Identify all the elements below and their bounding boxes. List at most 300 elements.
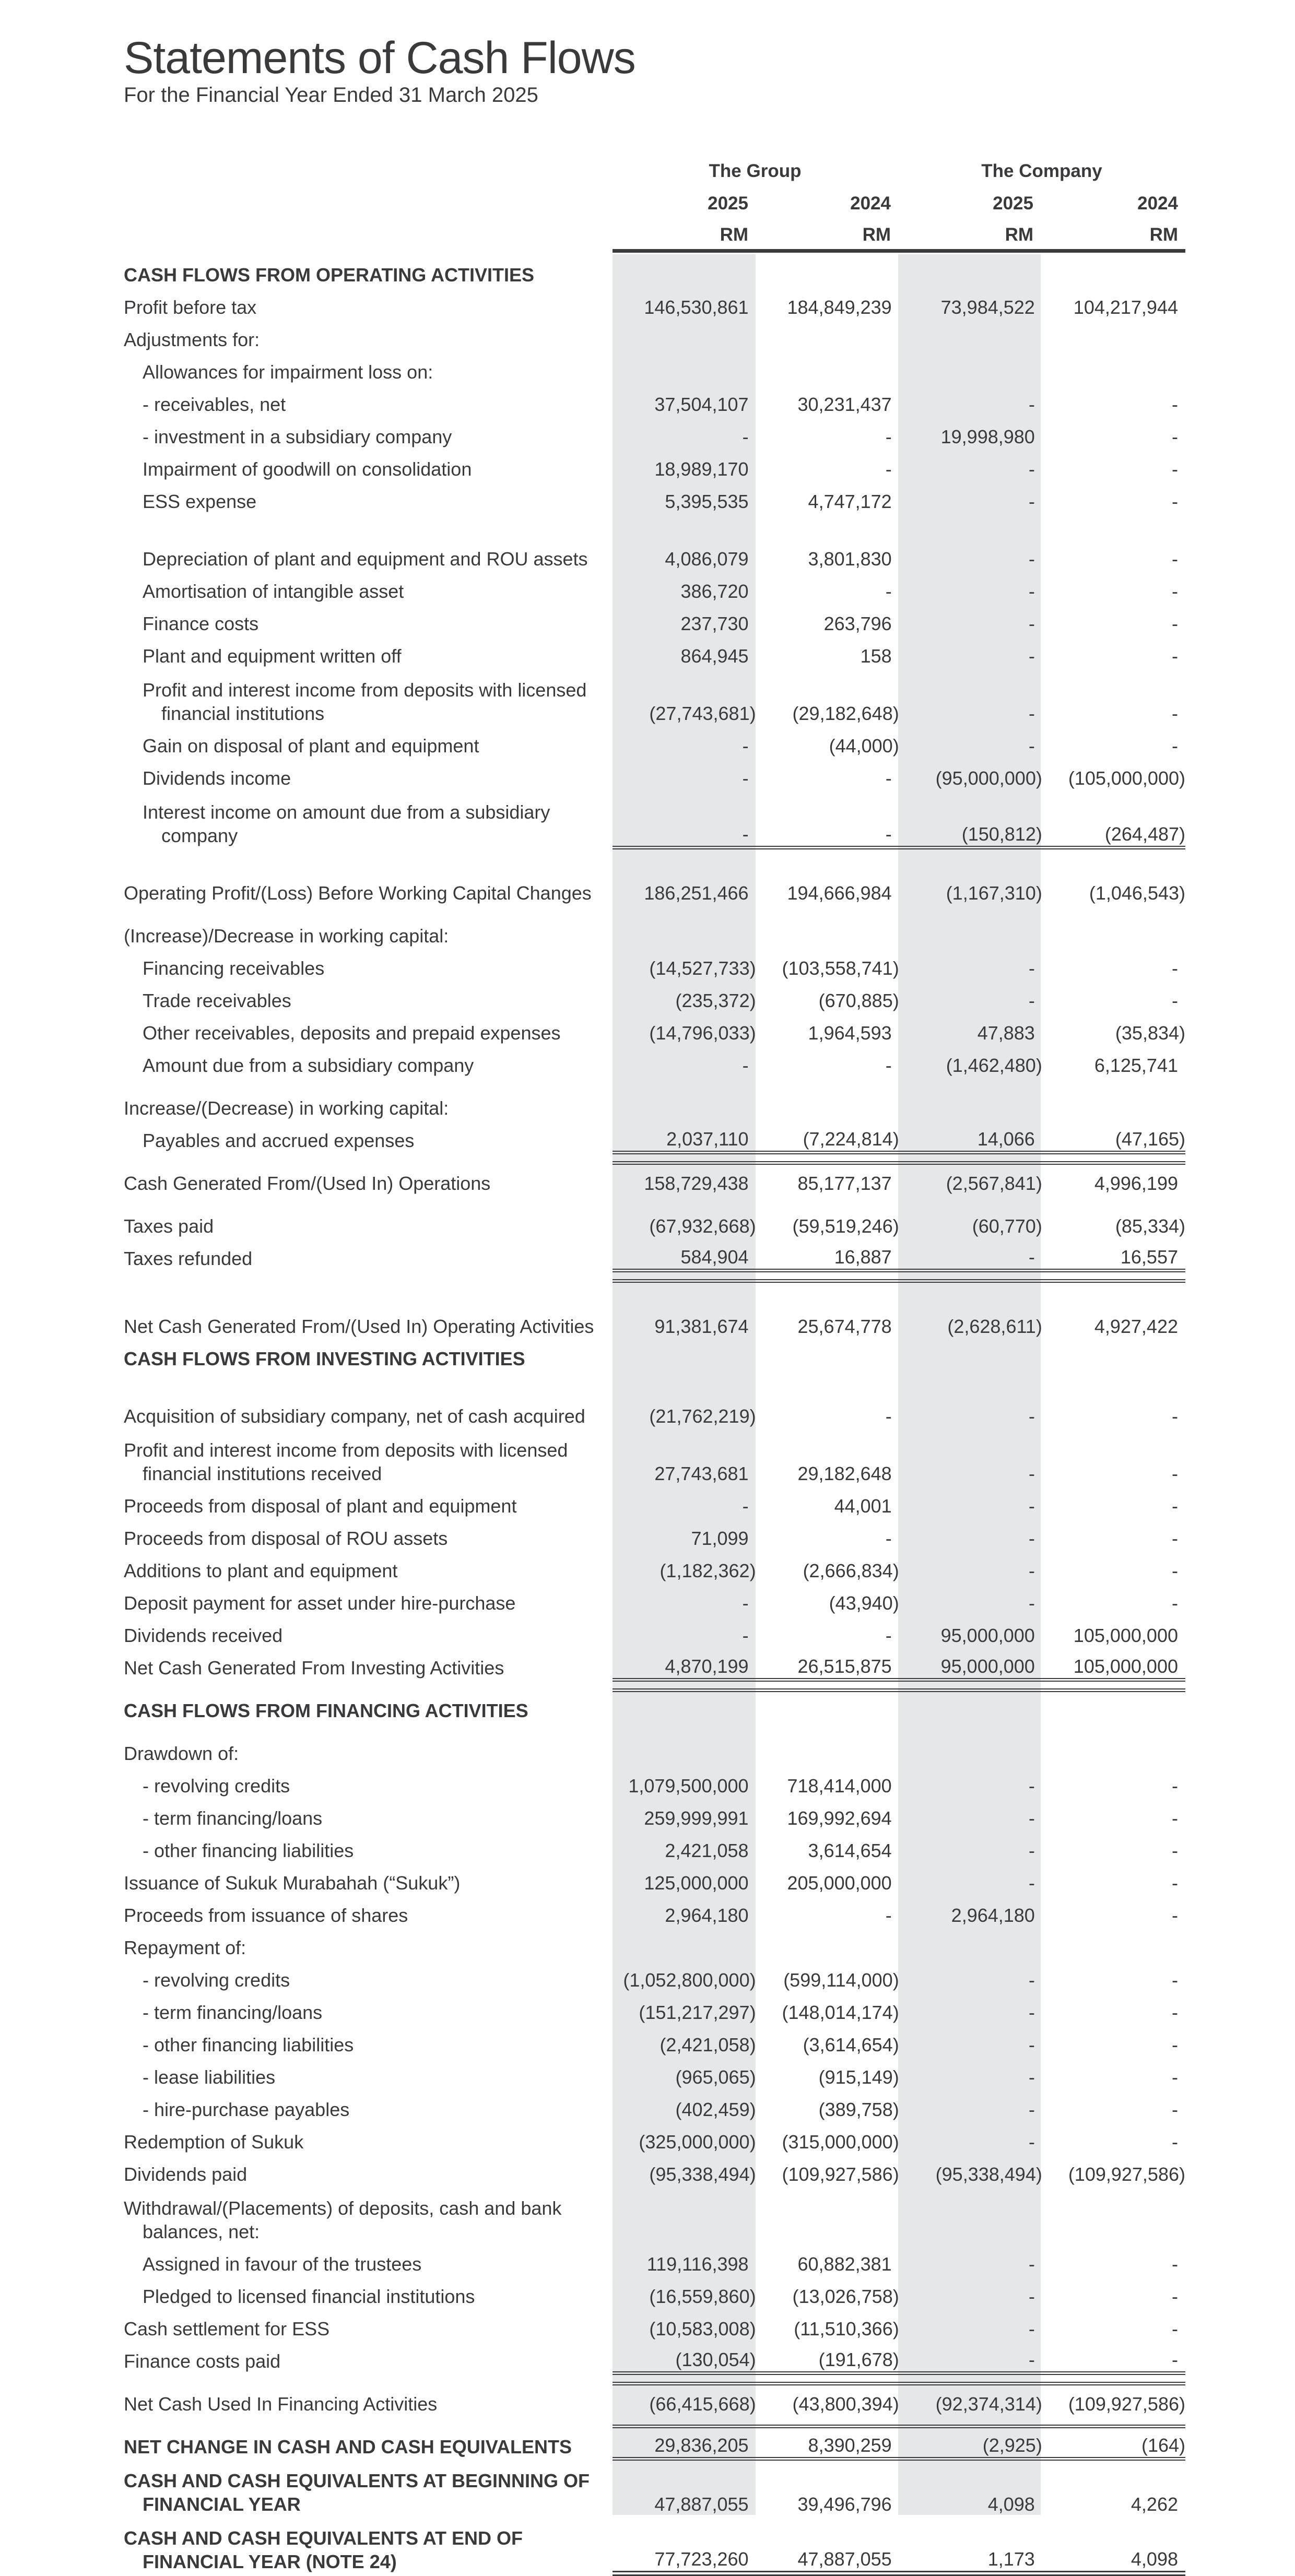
value-company-2025: 47,883: [977, 1022, 1035, 1044]
value-group-2024: -: [885, 767, 892, 789]
value-company-2025: -: [1028, 990, 1035, 1011]
row-label-cell: [124, 1647, 613, 1680]
value-group-2025: [613, 1690, 756, 1722]
value-company-2024: (1,046,543): [1042, 847, 1185, 905]
value-company-2025: -: [1028, 1807, 1035, 1829]
row-label-cell: [124, 1370, 613, 1428]
value-group-2025: -: [742, 1625, 749, 1646]
value-group-2025: (14,527,733): [649, 958, 756, 979]
value-group-2024: 3,614,654: [808, 1840, 892, 1861]
value-company-2025: 95,000,000: [940, 1625, 1035, 1646]
value-company-2024: -: [1172, 1840, 1178, 1861]
row-label: - receivables, net: [143, 394, 286, 415]
table-row: [124, 2089, 1185, 2121]
value-group-2025: (16,559,860): [649, 2286, 756, 2307]
value-company-2025: -: [1028, 645, 1035, 667]
row-label: Pledged to licensed financial institutions: [143, 2286, 475, 2307]
row-label: Operating Profit/(Loss) Before Working Capital Changes: [124, 882, 592, 904]
row-label-cell: [124, 1120, 613, 1152]
page-title: Statements of Cash Flows: [124, 33, 635, 83]
table-row: [124, 2121, 1185, 2154]
table-row: [124, 513, 1185, 571]
value-group-2025: (965,065): [675, 2066, 756, 2088]
row-label-cell: [124, 1615, 613, 1647]
value-group-2024: 1,964,593: [808, 1022, 892, 1044]
row-label-cell: [124, 287, 613, 319]
value-group-2024: (103,558,741): [782, 958, 899, 979]
value-company-2025: -: [899, 2341, 1042, 2373]
row-label-cell: [124, 1550, 613, 1582]
value-group-2024: 60,882,381: [797, 2253, 892, 2275]
value-company-2024: -: [1172, 2034, 1178, 2055]
row-label-cell: [124, 2459, 613, 2516]
value-company-2025: -: [1028, 1463, 1035, 1484]
value-group-2025: -: [742, 735, 749, 757]
row-label-cell: [124, 668, 613, 725]
value-company-2025: (2,925): [899, 2426, 1042, 2459]
row-label: - revolving credits: [143, 1775, 290, 1797]
row-label: Financing receivables: [143, 958, 325, 979]
subtotal-row: [124, 1163, 1185, 1195]
section-heading-row: [124, 254, 1185, 287]
value-group-2025: 91,381,674: [613, 1281, 756, 1338]
value-company-2025: -: [1028, 458, 1035, 480]
value-group-2025: 2,037,110: [613, 1120, 756, 1152]
row-spacer: [124, 2373, 1185, 2383]
row-label: CASH FLOWS FROM OPERATING ACTIVITIES: [124, 264, 534, 286]
value-group-2024: 44,001: [834, 1495, 892, 1517]
row-label-cell: [124, 571, 613, 603]
value-company-2025: -: [1028, 394, 1035, 415]
row-label: Depreciation of plant and equipment and ROU assets: [143, 548, 588, 570]
row-label-cell: [124, 254, 613, 287]
table-row: [124, 1733, 1185, 1765]
currency-header-company-2024: RM: [1149, 224, 1178, 245]
value-group-2025: [613, 915, 756, 948]
value-company-2024: -: [1172, 2286, 1178, 2307]
value-company-2024: -: [1172, 1807, 1178, 1829]
value-group-2024: 263,796: [823, 613, 892, 634]
value-company-2024: [1042, 351, 1185, 384]
value-company-2025: -: [1028, 2099, 1035, 2120]
value-company-2024: [1042, 1927, 1185, 1959]
value-company-2024: -: [1172, 458, 1178, 480]
value-group-2025: 2,421,058: [665, 1840, 749, 1861]
value-company-2024: -: [1042, 2341, 1185, 2373]
row-label: Finance costs paid: [124, 2350, 281, 2372]
row-label: Amortisation of intangible asset: [143, 581, 404, 602]
table-row: [124, 1120, 1185, 1152]
value-group-2025: [613, 1927, 756, 1959]
value-group-2024: (191,678): [756, 2341, 899, 2373]
row-label: Dividends received: [124, 1625, 283, 1646]
table-row: [124, 2276, 1185, 2308]
row-label: Allowances for impairment loss on:: [143, 361, 433, 383]
value-company-2024: -: [1172, 2002, 1178, 2023]
subtotal-row: [124, 1647, 1185, 1680]
value-group-2025: -: [742, 1592, 749, 1614]
value-company-2024: [1042, 1733, 1185, 1765]
row-label: NET CHANGE IN CASH AND CASH EQUIVALENTS: [124, 2436, 572, 2457]
table-row: [124, 1862, 1185, 1895]
table-row: [124, 1206, 1185, 1238]
value-group-2024: (670,885): [818, 990, 899, 1011]
value-company-2025: -: [1028, 2034, 1035, 2055]
value-group-2025: (325,000,000): [639, 2131, 756, 2153]
table-row: [124, 351, 1185, 384]
value-group-2025: 1,079,500,000: [628, 1775, 749, 1797]
row-label-cell: [124, 1927, 613, 1959]
value-company-2024: -: [1172, 2318, 1178, 2339]
value-company-2024: (264,487): [1104, 823, 1185, 845]
value-group-2024: (315,000,000): [782, 2131, 899, 2153]
row-spacer: [124, 1270, 1185, 1281]
row-label-cell: [124, 790, 613, 847]
table-row: [124, 571, 1185, 603]
value-company-2025: [899, 254, 1042, 287]
section-heading-row: [124, 2516, 1185, 2573]
table-row: [124, 725, 1185, 758]
value-group-2024: -: [885, 458, 892, 480]
row-label-cell: [124, 2243, 613, 2276]
row-label-cell: [124, 2426, 613, 2459]
value-company-2024: [1042, 1690, 1185, 1722]
table-row: [124, 2243, 1185, 2276]
value-group-2025: 29,836,205: [613, 2426, 756, 2459]
value-group-2025: 37,504,107: [654, 394, 749, 415]
value-group-2024: [756, 1690, 899, 1722]
value-group-2025: 18,989,170: [654, 458, 749, 480]
page-subtitle: For the Financial Year Ended 31 March 2025: [124, 84, 538, 107]
value-company-2025: -: [1028, 735, 1035, 757]
value-company-2024: -: [1172, 2253, 1178, 2275]
value-company-2024: -: [1172, 548, 1178, 570]
value-group-2025: -: [742, 1055, 749, 1076]
value-company-2025: (150,812): [961, 823, 1042, 845]
value-group-2024: -: [885, 1405, 892, 1427]
row-label-cell: [124, 384, 613, 416]
table-row: [124, 1485, 1185, 1518]
row-label-cell: [124, 1206, 613, 1238]
row-label: Withdrawal/(Placements) of deposits, cash and bank balances, net:: [124, 2197, 562, 2242]
row-label-cell: [124, 1830, 613, 1862]
value-company-2024: -: [1172, 581, 1178, 602]
value-group-2025: 125,000,000: [644, 1872, 749, 1894]
value-company-2025: 2,964,180: [951, 1905, 1035, 1926]
value-company-2024: [1042, 1338, 1185, 1370]
value-group-2024: 25,674,778: [756, 1281, 899, 1338]
row-label: Plant and equipment written off: [143, 645, 402, 667]
value-company-2024: 104,217,944: [1073, 297, 1178, 318]
table-row: [124, 448, 1185, 481]
value-group-2025: (235,372): [675, 990, 756, 1011]
row-label-cell: [124, 1895, 613, 1927]
value-group-2025: 584,904: [613, 1238, 756, 1270]
value-group-2024: (13,026,758): [792, 2286, 899, 2307]
row-label: Trade receivables: [143, 990, 291, 1011]
row-label-cell: [124, 1798, 613, 1830]
row-label: Impairment of goodwill on consolidation: [143, 458, 472, 480]
value-group-2024: 29,182,648: [797, 1463, 892, 1484]
year-header-group-2024: 2024: [850, 193, 891, 214]
value-group-2025: (14,796,033): [649, 1022, 756, 1044]
value-group-2025: (151,217,297): [639, 2002, 756, 2023]
row-label-cell: [124, 1428, 613, 1485]
row-label-cell: [124, 1088, 613, 1120]
value-company-2024: -: [1172, 1592, 1178, 1614]
row-label: Dividends paid: [124, 2164, 248, 2185]
row-label: Profit and interest income from deposits with licensed financial institutions received: [124, 1439, 568, 1484]
value-company-2024: -: [1172, 958, 1178, 979]
row-label-cell: [124, 1012, 613, 1045]
row-label-cell: [124, 1765, 613, 1798]
row-label: Increase/(Decrease) in working capital:: [124, 1097, 449, 1119]
table-row: [124, 1088, 1185, 1120]
value-company-2025: 95,000,000: [899, 1647, 1042, 1680]
table-row: [124, 1045, 1185, 1077]
section-heading-row: [124, 1338, 1185, 1370]
value-group-2025: 146,530,861: [644, 297, 749, 318]
subtotal-row: [124, 2383, 1185, 2416]
header-rule: [613, 249, 1185, 253]
value-group-2025: (66,415,668): [613, 2383, 756, 2416]
value-group-2024: (915,149): [818, 2066, 899, 2088]
value-group-2024: [756, 1088, 899, 1120]
table-row: [124, 1927, 1185, 1959]
row-label-cell: [124, 1163, 613, 1195]
value-company-2024: -: [1172, 1560, 1178, 1581]
row-label: Payables and accrued expenses: [143, 1130, 415, 1151]
value-company-2024: (109,927,586): [1068, 2164, 1185, 2185]
value-group-2025: [613, 319, 756, 351]
value-group-2024: [756, 351, 899, 384]
row-label-cell: [124, 2308, 613, 2341]
value-company-2024: -: [1172, 1969, 1178, 1991]
row-spacer: [124, 1722, 1185, 1733]
value-company-2025: (1,167,310): [899, 847, 1042, 905]
value-group-2024: 16,887: [756, 1238, 899, 1270]
row-label: Cash Generated From/(Used In) Operations: [124, 1173, 491, 1194]
value-group-2024: (2,666,834): [803, 1560, 899, 1581]
row-label: Drawdown of:: [124, 1743, 239, 1764]
table-row: [124, 416, 1185, 448]
value-company-2024: -: [1172, 735, 1178, 757]
table-row: [124, 319, 1185, 351]
row-label: Net Cash Generated From/(Used In) Operating Activities: [124, 1316, 594, 1337]
row-label: (Increase)/Decrease in working capital:: [124, 925, 449, 947]
row-label-cell: [124, 1238, 613, 1270]
value-group-2025: -: [742, 767, 749, 789]
table-row: [124, 1992, 1185, 2024]
value-group-2024: 169,992,694: [787, 1807, 892, 1829]
value-group-2025: (95,338,494): [649, 2164, 756, 2185]
row-spacer: [124, 905, 1185, 915]
value-company-2025: -: [1028, 958, 1035, 979]
value-group-2024: (109,927,586): [782, 2164, 899, 2185]
value-company-2024: 105,000,000: [1042, 1647, 1185, 1680]
table-row: [124, 1428, 1185, 1485]
value-company-2025: [899, 1338, 1042, 1370]
table-row: [124, 1370, 1185, 1428]
value-group-2025: (10,583,008): [649, 2318, 756, 2339]
value-group-2024: (7,224,814): [756, 1120, 899, 1152]
row-label: Dividends income: [143, 767, 291, 789]
value-group-2024: [756, 1733, 899, 1765]
value-company-2025: [899, 1733, 1042, 1765]
value-company-2024: 4,098: [1042, 2516, 1185, 2573]
row-label: - hire-purchase payables: [143, 2099, 350, 2120]
section-heading-row: [124, 2459, 1185, 2516]
subtotal-row: [124, 847, 1185, 905]
value-group-2025: 47,887,055: [613, 2459, 756, 2516]
row-label-cell: [124, 448, 613, 481]
value-company-2024: -: [1172, 1905, 1178, 1926]
row-spacer: [124, 1680, 1185, 1690]
year-header-group-2025: 2025: [708, 193, 748, 214]
value-company-2025: -: [1028, 1592, 1035, 1614]
table-row: [124, 1798, 1185, 1830]
table-row: [124, 1959, 1185, 1992]
value-company-2024: (35,834): [1115, 1022, 1185, 1044]
row-label-cell: [124, 2024, 613, 2057]
row-label: Issuance of Sukuk Murabahah (“Sukuk”): [124, 1872, 461, 1894]
table-row: [124, 1012, 1185, 1045]
table-row: [124, 1582, 1185, 1615]
value-group-2024: 194,666,984: [756, 847, 899, 905]
row-label-cell: [124, 2154, 613, 2186]
value-company-2025: -: [1028, 1872, 1035, 1894]
table-row: [124, 948, 1185, 980]
value-company-2025: -: [1028, 2066, 1035, 2088]
row-label-cell: [124, 1338, 613, 1370]
value-company-2025: [899, 1690, 1042, 1722]
value-company-2024: 4,262: [1042, 2459, 1185, 2516]
row-label-cell: [124, 758, 613, 790]
table-row: [124, 635, 1185, 668]
value-company-2025: [899, 915, 1042, 948]
value-company-2025: -: [1028, 491, 1035, 512]
row-label-cell: [124, 725, 613, 758]
value-company-2024: -: [1172, 703, 1178, 724]
table-row: [124, 287, 1185, 319]
value-group-2024: 158: [860, 645, 892, 667]
value-group-2024: 47,887,055: [756, 2516, 899, 2573]
row-label-cell: [124, 513, 613, 571]
row-label-cell: [124, 915, 613, 948]
row-label: Amount due from a subsidiary company: [143, 1055, 474, 1076]
value-group-2024: 85,177,137: [756, 1163, 899, 1195]
value-company-2025: (60,770): [972, 1215, 1042, 1237]
value-company-2024: -: [1172, 1463, 1178, 1484]
row-label: Gain on disposal of plant and equipment: [143, 735, 479, 757]
row-label: - investment in a subsidiary company: [143, 426, 452, 447]
value-company-2025: -: [1028, 1495, 1035, 1517]
value-company-2024: -: [1172, 990, 1178, 1011]
year-header-company-2024: 2024: [1137, 193, 1178, 214]
value-company-2024: -: [1172, 426, 1178, 447]
row-label: - lease liabilities: [143, 2066, 276, 2088]
row-label: Adjustments for:: [124, 329, 260, 350]
table-row: [124, 2341, 1185, 2373]
row-label: Profit and interest income from deposits with licensed financial institutions: [143, 679, 587, 724]
row-label: - other financing liabilities: [143, 1840, 354, 1861]
value-group-2024: [756, 915, 899, 948]
row-label-cell: [124, 2516, 613, 2573]
row-label: Net Cash Generated From Investing Activities: [124, 1657, 504, 1679]
table-row: [124, 384, 1185, 416]
row-label-cell: [124, 635, 613, 668]
table-row: [124, 1830, 1185, 1862]
row-label-cell: [124, 2121, 613, 2154]
row-spacer: [124, 1152, 1185, 1163]
value-company-2024: (109,927,586): [1042, 2383, 1185, 2416]
value-company-2024: -: [1172, 1405, 1178, 1427]
value-company-2025: -: [1028, 1775, 1035, 1797]
value-group-2024: [756, 319, 899, 351]
row-label-cell: [124, 1582, 613, 1615]
value-company-2025: -: [1028, 613, 1035, 634]
value-group-2025: 158,729,438: [613, 1163, 756, 1195]
row-label-cell: [124, 1733, 613, 1765]
value-company-2024: 4,996,199: [1042, 1163, 1185, 1195]
table-row: [124, 481, 1185, 513]
currency-header-company-2025: RM: [1005, 224, 1033, 245]
cash-flow-table: [124, 254, 1185, 2576]
value-company-2024: (105,000,000): [1068, 767, 1185, 789]
value-group-2024: (148,014,174): [782, 2002, 899, 2023]
value-company-2025: [899, 2186, 1042, 2243]
value-group-2025: [613, 1088, 756, 1120]
value-group-2024: -: [885, 1905, 892, 1926]
value-company-2025: (1,462,480): [946, 1055, 1042, 1076]
table-row: [124, 1895, 1185, 1927]
row-label: CASH FLOWS FROM INVESTING ACTIVITIES: [124, 1348, 525, 1369]
row-label: Proceeds from disposal of plant and equipment: [124, 1495, 517, 1517]
value-company-2024: [1042, 915, 1185, 948]
row-label: Interest income on amount due from a subsidiary company: [143, 801, 550, 846]
table-row: [124, 668, 1185, 725]
value-group-2024: [756, 1338, 899, 1370]
value-group-2024: -: [885, 1625, 892, 1646]
value-group-2025: (402,459): [675, 2099, 756, 2120]
row-label: ESS expense: [143, 491, 257, 512]
table-row: [124, 603, 1185, 635]
value-group-2024: 39,496,796: [756, 2459, 899, 2516]
value-group-2024: (59,519,246): [792, 1215, 899, 1237]
row-label: Redemption of Sukuk: [124, 2131, 304, 2153]
row-label: Repayment of:: [124, 1937, 246, 1958]
value-company-2024: -: [1172, 645, 1178, 667]
row-label-cell: [124, 2186, 613, 2243]
company-header: The Company: [981, 161, 1102, 181]
value-company-2024: [1042, 254, 1185, 287]
row-label-cell: [124, 1485, 613, 1518]
value-company-2024: (164): [1042, 2426, 1185, 2459]
table-row: [124, 2308, 1185, 2341]
value-company-2025: [899, 1088, 1042, 1120]
section-heading-row: [124, 2426, 1185, 2459]
table-row: [124, 1615, 1185, 1647]
value-group-2024: 26,515,875: [756, 1647, 899, 1680]
value-group-2024: (29,182,648): [792, 703, 899, 724]
value-company-2025: [899, 351, 1042, 384]
row-label: CASH AND CASH EQUIVALENTS AT BEGINNING OF FINANCIAL YEAR: [124, 2470, 590, 2515]
value-company-2025: 1,173: [899, 2516, 1042, 2573]
value-group-2025: (1,052,800,000): [623, 1969, 756, 1991]
row-spacer: [124, 1077, 1185, 1088]
value-group-2025: [613, 254, 756, 287]
table-row: [124, 1765, 1185, 1798]
